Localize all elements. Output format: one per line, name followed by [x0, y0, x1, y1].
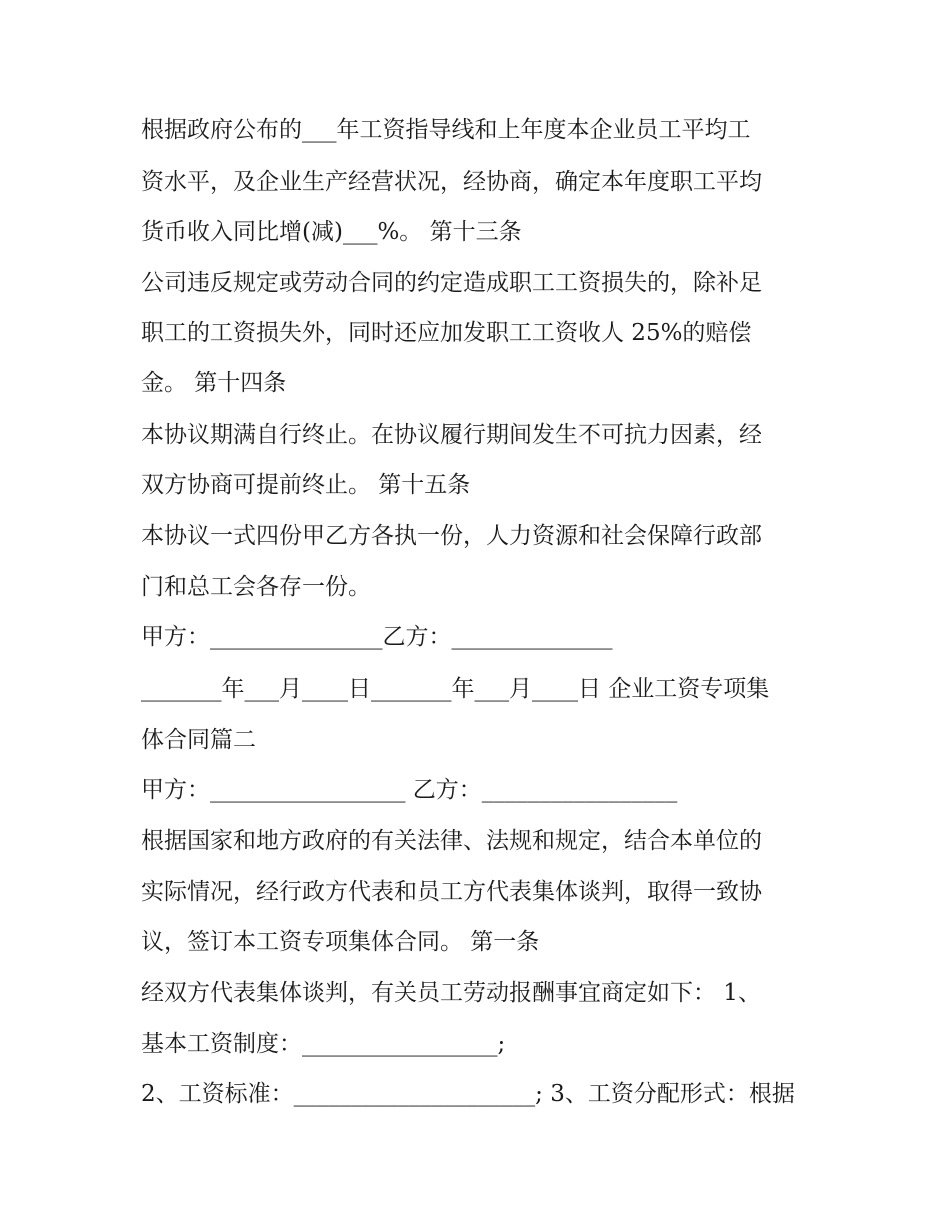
date-line: _______年___月____日_______年___月____日 企业工资专项集 [141, 676, 770, 702]
text-line: 根据国家和地方政府的有关法律、法规和规定，结合本单位的 [141, 828, 762, 854]
text-line: 金。 第十四条 [141, 370, 287, 396]
text-line: 基本工资制度：_________________; [141, 1031, 506, 1057]
text-line: 门和总工会各存一份。 [141, 574, 371, 600]
signature-line-parties: 甲方：_______________乙方：______________ [141, 624, 613, 650]
text-line: 本协议一式四份甲乙方各执一份，人力资源和社会保障行政部 [141, 523, 762, 549]
text-line: 职工的工资损失外，同时还应加发职工工资收人 25%的赔偿 [141, 320, 752, 346]
text-line: 2、工资标准：_____________________; 3、工资分配形式：根据 [141, 1081, 795, 1107]
text-line: 双方协商可提前终止。 第十五条 [141, 472, 471, 498]
section-title: 体合同篇二 [141, 727, 256, 753]
text-line: 经双方代表集体谈判，有关员工劳动报酬事宜商定如下： 1、 [141, 980, 761, 1006]
text-line: 公司违反规定或劳动合同的约定造成职工工资损失的，除补足 [141, 270, 762, 296]
text-line: 实际情况，经行政方代表和员工方代表集体谈判，取得一致协 [141, 879, 762, 905]
text-line: 资水平，及企业生产经营状况，经协商，确定本年度职工平均 [141, 169, 762, 195]
text-line: 货币收入同比增(减)___%。 第十三条 [141, 219, 522, 245]
text-line: 本协议期满自行终止。在协议履行期间发生不可抗力因素，经 [141, 422, 762, 448]
signature-line-parties: 甲方：_________________ 乙方：_________________ [141, 777, 678, 803]
text-line: 议，签订本工资专项集体合同。 第一条 [141, 929, 540, 955]
text-line: 根据政府公布的___年工资指导线和上年度本企业员工平均工 [141, 117, 751, 143]
